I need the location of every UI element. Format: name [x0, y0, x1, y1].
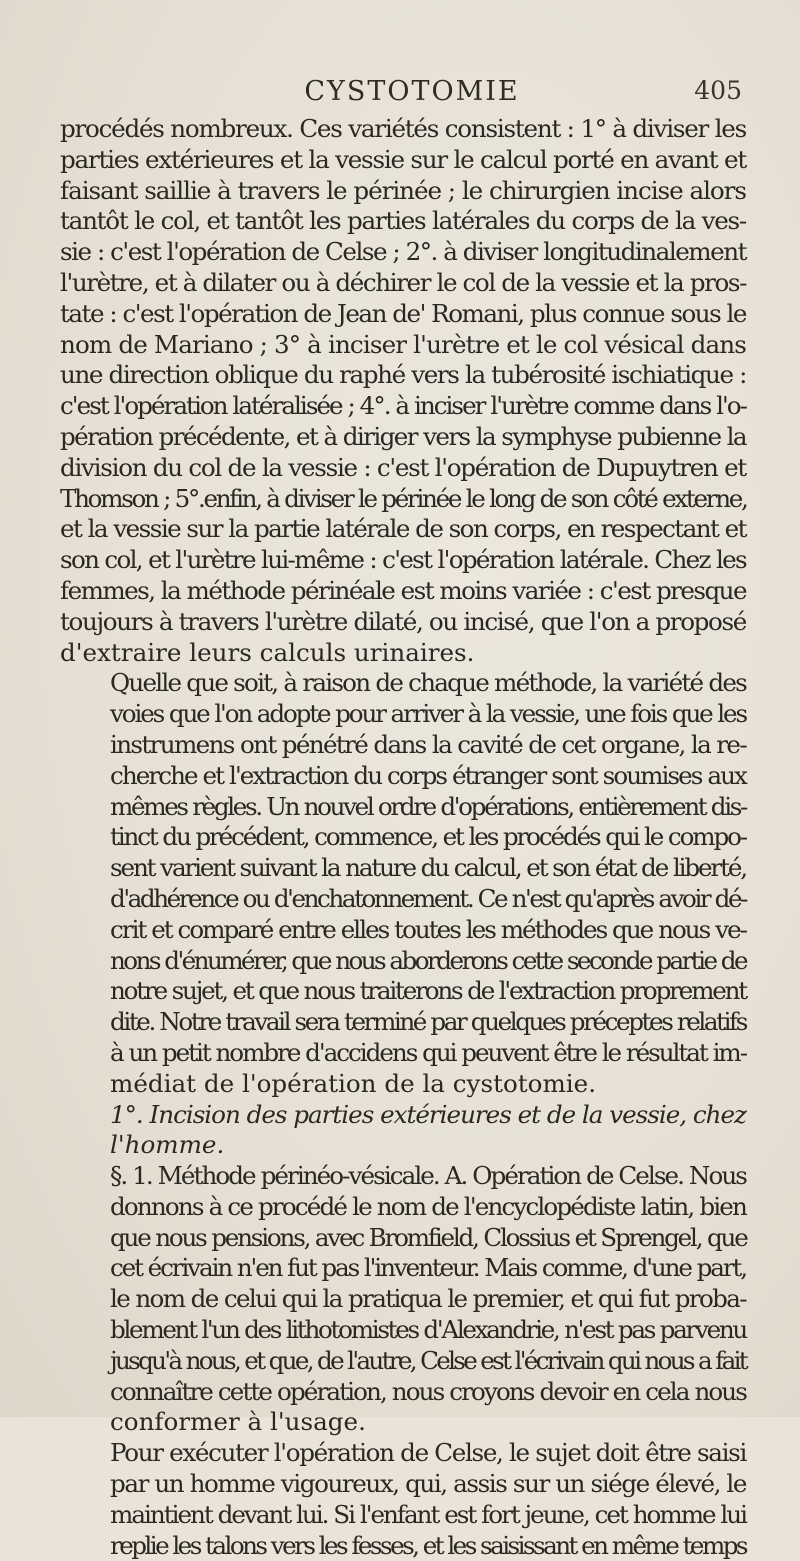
text-line: sie : c'est l'opération de Celse ; 2°. à diviser longitudinalement — [60, 237, 746, 267]
text-line: une direction oblique du raphé vers la tubérosité ischiatique : — [60, 360, 746, 390]
section-heading — [60, 1100, 746, 1162]
text-line: connaître cette opération, nous croyons devoir en cela nous — [110, 1376, 746, 1406]
text-line: c'est l'opération latéralisée ; 4°. à inciser l'urètre comme dans l'o- — [60, 391, 746, 421]
text-line: voies que l'on adopte pour arriver à la vessie, une fois que les — [110, 699, 746, 729]
text-line: crit et comparé entre elles toutes les méthodes que nous ve- — [110, 914, 746, 944]
paragraph-celse-procedure — [60, 1438, 746, 1561]
text-line: instrumens ont pénétré dans la cavité de cet organe, la re- — [110, 729, 746, 759]
text-line: toujours à travers l'urètre dilaté, ou incisé, que l'on a proposé — [60, 606, 746, 636]
text-line: donnons à ce procédé le nom de l'encyclopédiste latin, bien — [110, 1191, 746, 1221]
text-line: femmes, la méthode périnéale est moins variée : c'est presque — [60, 575, 746, 605]
text-line: et la vessie sur la partie latérale de son corps, en respectant et — [60, 514, 746, 544]
page-number: 405 — [694, 76, 742, 105]
text-line: tinct du précédent, commence, et les procédés qui le compo- — [110, 822, 746, 852]
text-line: cherche et l'extraction du corps étranger sont soumises aux — [110, 760, 746, 790]
text-line: replie les talons vers les fesses, et les saisissant en même temps — [110, 1530, 746, 1560]
text-line: blement l'un des lithotomistes d'Alexandrie, n'est pas parvenu — [110, 1315, 746, 1345]
paragraph-extraction — [60, 668, 746, 1099]
text-line: le nom de celui qui la pratiqua le premier, et qui fut proba- — [110, 1284, 746, 1314]
text-line: §. 1. Méthode périnéo-vésicale. A. Opération de Celse. Nous — [110, 1161, 746, 1191]
text-line: cet écrivain n'en fut pas l'inventeur. Mais comme, d'une part, — [110, 1253, 746, 1283]
text-line: dite. Notre travail sera terminé par quelques préceptes relatifs — [110, 1007, 746, 1037]
text-line: Thomson ; 5°.enfin, à diviser le périnée le long de son côté externe, — [60, 483, 747, 513]
text-line: sent varient suivant la nature du calcul, et son état de liberté, — [110, 853, 746, 883]
text-line: maintient devant lui. Si l'enfant est fort jeune, cet homme lui — [110, 1499, 746, 1529]
paragraph-celse-intro — [60, 1161, 746, 1438]
text-line: nom de Mariano ; 3° à inciser l'urètre et le col vésical dans — [60, 329, 746, 359]
text-line: Pour exécuter l'opération de Celse, le sujet doit être saisi — [110, 1438, 746, 1468]
text-line: procédés nombreux. Ces variétés consistent : 1° à diviser les — [60, 114, 746, 143]
text-line: par un homme vigoureux, qui, assis sur un siége élevé, le — [110, 1469, 746, 1499]
text-line: médiat de l'opération de la cystotomie. — [110, 1068, 597, 1098]
text-line: son col, et l'urètre lui-même : c'est l'opération latérale. Chez les — [60, 545, 746, 575]
text-line: d'adhérence ou d'enchatonnement. Ce n'est qu'après avoir dé- — [110, 883, 746, 913]
text-line: nons d'énumérer, que nous aborderons cette seconde partie de — [110, 945, 746, 975]
text-line: parties extérieures et la vessie sur le calcul porté en avant et — [60, 144, 746, 174]
text-line: mêmes règles. Un nouvel ordre d'opérations, entièrement dis- — [110, 791, 746, 821]
text-line: conformer à l'usage. — [110, 1407, 366, 1437]
text-line: faisant saillie à travers le périnée ; le chirurgien incise alors — [60, 175, 746, 205]
text-line: Quelle que soit, à raison de chaque méthode, la variété des — [110, 668, 746, 698]
text-line: que nous pensions, avec Bromfield, Clossius et Sprengel, que — [110, 1222, 747, 1252]
text-line: d'extraire leurs calculs urinaires. — [60, 637, 475, 667]
text-line: tantôt le col, et tantôt les parties latérales du corps de la ves- — [60, 206, 746, 236]
paragraph-methods — [60, 114, 746, 668]
text-line: à un petit nombre d'accidens qui peuvent être le résultat im- — [110, 1037, 746, 1067]
text-line: pération précédente, et à diriger vers la symphyse pubienne la — [60, 421, 746, 451]
running-title: CYSTOTOMIE — [304, 76, 520, 107]
text-line: tate : c'est l'opération de Jean de' Romani, plus connue sous le — [60, 298, 746, 328]
page-header — [82, 76, 742, 112]
text-line: 1°. Incision des parties extérieures et de la vessie, chez — [110, 1099, 746, 1129]
body-text — [60, 114, 746, 1561]
text-line: notre sujet, et que nous traiterons de l'extraction proprement — [110, 976, 746, 1006]
text-line: jusqu'à nous, et que, de l'autre, Celse est l'écrivain qui nous a fait — [110, 1345, 746, 1375]
text-line: l'homme. — [110, 1130, 225, 1160]
text-line: l'urètre, et à dilater ou à déchirer le col de la vessie et la pros- — [60, 267, 746, 297]
text-line: division du col de la vessie : c'est l'opération de Dupuytren et — [60, 452, 746, 482]
